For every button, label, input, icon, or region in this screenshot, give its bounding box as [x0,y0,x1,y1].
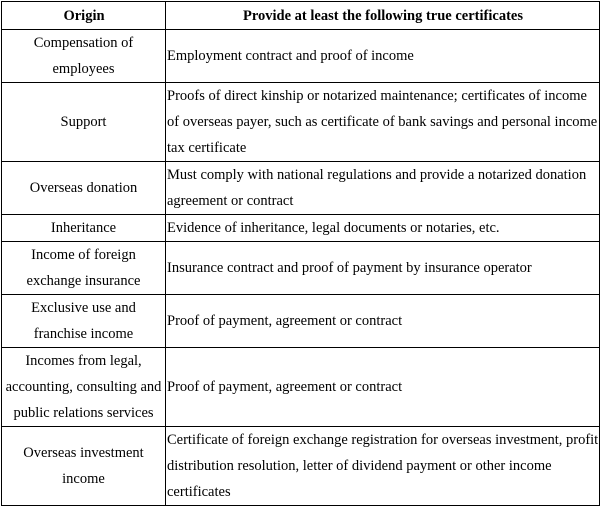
requirement-cell: Must comply with national regulations and provide a notarized donation agreement or contract [166,162,600,215]
header-requirement: Provide at least the following true certificates [166,2,600,30]
origin-cell: Overseas donation [2,162,166,215]
table-row [2,162,600,215]
header-origin: Origin [2,2,166,30]
certificates-table [1,1,600,506]
origin-cell: Overseas investment income [2,427,166,506]
table-row [2,83,600,162]
origin-cell: Inheritance [2,215,166,242]
table-row [2,30,600,83]
table-row [2,215,600,242]
requirement-cell: Insurance contract and proof of payment by insurance operator [166,242,600,295]
table-row [2,295,600,348]
requirement-cell: Employment contract and proof of income [166,30,600,83]
origin-cell: Exclusive use and franchise income [2,295,166,348]
requirement-cell: Proof of payment, agreement or contract [166,348,600,427]
table-row [2,427,600,506]
table-row [2,242,600,295]
origin-cell: Incomes from legal, accounting, consulting and public relations services [2,348,166,427]
origin-cell: Income of foreign exchange insurance [2,242,166,295]
requirement-cell: Proof of payment, agreement or contract [166,295,600,348]
origin-cell: Support [2,83,166,162]
origin-cell: Compensation of employees [2,30,166,83]
requirement-cell: Proofs of direct kinship or notarized maintenance; certificates of income of overseas payer, such as certificate of bank savings and personal income tax certificate [166,83,600,162]
table-row [2,348,600,427]
requirement-cell: Certificate of foreign exchange registration for overseas investment, profit distribution resolution, letter of dividend payment or other income certificates [166,427,600,506]
requirement-cell: Evidence of inheritance, legal documents or notaries, etc. [166,215,600,242]
table-header-row [2,2,600,30]
